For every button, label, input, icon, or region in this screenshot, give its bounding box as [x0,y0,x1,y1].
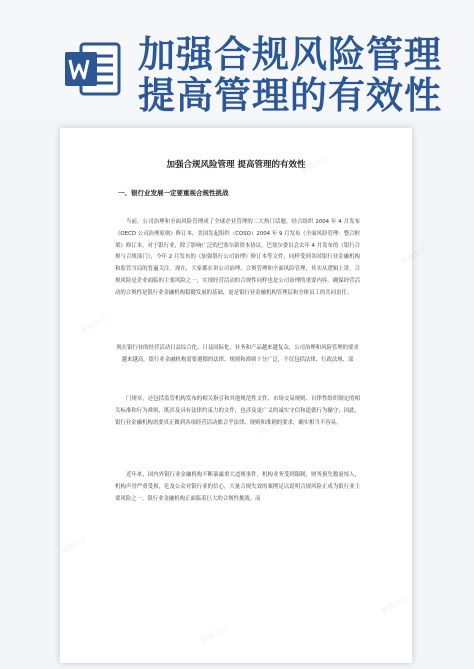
header-banner [0,0,474,120]
paragraph-2: 现在银行业的经营活动日益综合化、日益国际化，业务和产品越来越复杂，公司治理和风险管理的要求越来越高，银行业金融机构需要遵循的法律、规则和准则十分广泛，不仅包括法律、行政法规、部 [116,345,359,363]
watermark-text: 熊猫办公 [399,244,429,266]
document-page [60,128,412,663]
paragraph-3: 门规章，还包括监管机构发布的相关指引和其他规范性文件、市场交易规则、自律性组织制定的相关标准和行为准则，既涉及具有法律约束力的文件，也涉及更广义的诚实守信和道德行为操守；因此，银行业金融机构需要真正做到各项经营活动都合乎法律、规则和准则的要求，确实相当不容易。 [115,396,360,426]
section-heading: 一、银行业发展一定要重视合规性挑战 [118,189,229,197]
paragraph-1: 当前，公司治理和全面风险管理成了全球企业管理的二大热门话题。经合组织 2004 年 4 月发布《OECD 公司治理原则》修订本，美国发起组织（COSO）2004 年 9 月发布《全面风险管理：整合框架》修订本。对于银行业，除了影响广泛的巴塞尔新资本协议，巴塞尔委员会去年 4 月发布的《银行合规与合规部门》，今年 2 月发布的《加强银行公司治理》修订本等文件，同样受到各国银行业金融机构和监管当局的普遍关注。现在，大家都在讲公司治理、合规管理和全面风险管理，其实从逻辑上讲，合规风险是企业面临的主要风险之一，实现经营活动的合规性同样也是公司治理的重要内容。确保经营活动的合规性是银行业金融机构稳健发展的基础，更是银行业金融机构管理层和全体员工的共同责任。 [115,219,360,296]
paragraph-4: 近年来，国内外银行业金融机构不断暴露重大违规事件，机构业务受到限制，财务损失数量惊人，机构声誉严重受损，危及公众对银行业的信心，大量合规失效的案例足以说明合规风险正成为银行业主要风险之一，银行业金融机构正面临着巨大的合规性挑战。而 [115,472,360,502]
banner-title-line2: 提高管理的有效性 [138,74,442,117]
word-icon [63,40,121,98]
document-title: 加强合规风险管理 提高管理的有效性 [166,160,306,170]
banner-title-line1: 加强合规风险管理 [138,33,442,76]
